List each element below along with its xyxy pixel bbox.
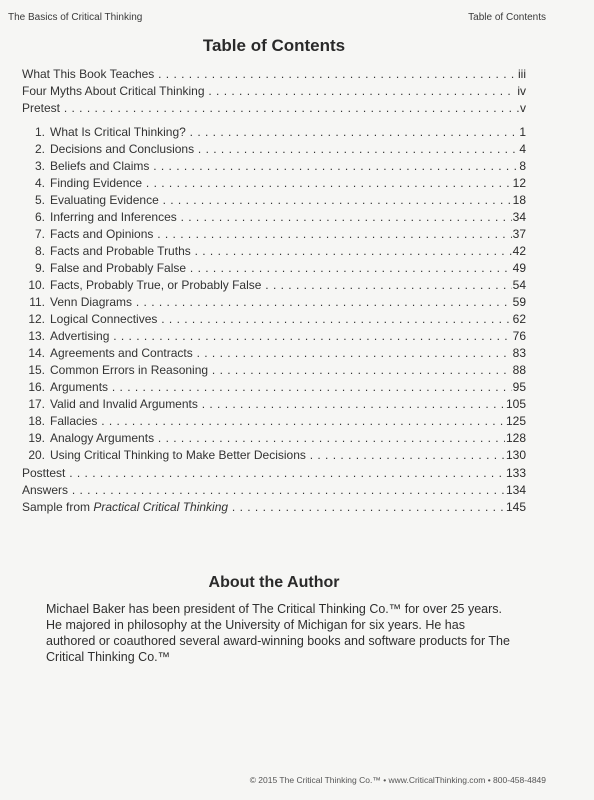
toc-entry-label: Sample from Practical Critical Thinking bbox=[22, 500, 229, 514]
toc-entry-page: 49 bbox=[512, 261, 526, 275]
toc-title: Table of Contents bbox=[202, 36, 346, 55]
toc-entry-page: 8 bbox=[519, 159, 526, 173]
toc-chapter-number: 20. bbox=[28, 448, 45, 462]
toc-entry-page: iv bbox=[517, 84, 526, 98]
toc-chapter-number: 19. bbox=[28, 431, 45, 445]
toc-entry-page: 59 bbox=[512, 295, 526, 309]
toc-entry-page: 130 bbox=[505, 448, 526, 462]
toc-entry bbox=[22, 83, 526, 100]
toc-entry-label: 12. Logical Connectives bbox=[22, 312, 157, 326]
toc-chapter-entry bbox=[22, 362, 526, 379]
toc-entry-label: 11. Venn Diagrams bbox=[22, 295, 132, 309]
toc-entry-page: 134 bbox=[505, 483, 526, 497]
toc-entry bbox=[22, 482, 526, 499]
toc-entry-label: 6. Inferring and Inferences bbox=[22, 210, 177, 224]
toc-chapter-number: 15. bbox=[28, 363, 45, 377]
toc-chapter-number: 1. bbox=[34, 125, 45, 139]
toc-entry-label: 9. False and Probably False bbox=[22, 261, 186, 275]
toc-chapter-entry bbox=[22, 328, 526, 345]
toc-entry-label: 18. Fallacies bbox=[22, 414, 97, 428]
toc-chapter-entry bbox=[22, 243, 526, 260]
toc-chapter-entry bbox=[22, 141, 526, 158]
toc-entry-label: 17. Valid and Invalid Arguments bbox=[22, 397, 198, 411]
toc-entry bbox=[22, 465, 526, 482]
toc-chapter-entry bbox=[22, 192, 526, 209]
toc-chapter-entry bbox=[22, 447, 526, 464]
toc-chapter-entry bbox=[22, 260, 526, 277]
toc-entry-label: 5. Evaluating Evidence bbox=[22, 193, 159, 207]
toc-entry-page: 12 bbox=[512, 176, 526, 190]
toc-entry-label: 8. Facts and Probable Truths bbox=[22, 244, 191, 258]
about-author-title: About the Author bbox=[208, 574, 340, 591]
toc-chapter-entry bbox=[22, 413, 526, 430]
toc-entry-page: v bbox=[520, 101, 526, 115]
toc-entry-page: 83 bbox=[512, 346, 526, 360]
toc-entry bbox=[22, 100, 526, 117]
toc-chapter-entry bbox=[22, 175, 526, 192]
toc-entry-page: 34 bbox=[512, 210, 526, 224]
toc-entry-label: 7. Facts and Opinions bbox=[22, 227, 153, 241]
toc-chapter-number: 8. bbox=[34, 244, 45, 258]
toc-chapter-number: 4. bbox=[34, 176, 45, 190]
toc-chapter-entry bbox=[22, 379, 526, 396]
toc-chapter-number: 18. bbox=[28, 414, 45, 428]
about-author-text: Michael Baker has been president of The Critical Thinking Co.™ for over 25 years. He majored in philosophy at the University of Michigan for six years. He has authored or coauthored several award-winning books and software products for The Critical Thinking Co.™ bbox=[46, 602, 510, 664]
toc-entry-page: 42 bbox=[512, 244, 526, 258]
toc-entry-page: 125 bbox=[505, 414, 526, 428]
toc-chapter-number: 5. bbox=[34, 193, 45, 207]
toc-chapter-entry bbox=[22, 124, 526, 141]
toc-chapter-entry bbox=[22, 396, 526, 413]
toc-entry-page: 62 bbox=[512, 312, 526, 326]
toc-chapter-number: 17. bbox=[28, 397, 45, 411]
toc-chapter-number: 7. bbox=[34, 227, 45, 241]
toc-entry-label: Answers bbox=[22, 483, 69, 497]
toc-chapter-number: 13. bbox=[28, 329, 45, 343]
running-header-section: Table of Contents bbox=[468, 12, 546, 23]
toc-entry-label: 10. Facts, Probably True, or Probably False bbox=[22, 278, 261, 292]
toc-entry bbox=[22, 499, 526, 516]
toc-entry-page: 76 bbox=[512, 329, 526, 343]
toc-chapter-number: 2. bbox=[34, 142, 45, 156]
toc-entry-page: 105 bbox=[505, 397, 526, 411]
toc-entry-page: 54 bbox=[512, 278, 526, 292]
toc-chapter-entry bbox=[22, 294, 526, 311]
toc-entry-label: 19. Analogy Arguments bbox=[22, 431, 154, 445]
toc-entry-label: 3. Beliefs and Claims bbox=[22, 159, 149, 173]
toc-entry-italic-title: Practical Critical Thinking bbox=[93, 500, 229, 514]
toc-entry-label: 20. Using Critical Thinking to Make Better Decisions bbox=[22, 448, 306, 462]
toc-chapter-entry bbox=[22, 430, 526, 447]
toc-entry-label: 15. Common Errors in Reasoning bbox=[22, 363, 208, 377]
toc-chapter-number: 3. bbox=[34, 159, 45, 173]
toc-chapter-number: 6. bbox=[34, 210, 45, 224]
toc-chapter-number: 9. bbox=[34, 261, 45, 275]
toc-entry bbox=[22, 66, 526, 83]
toc-chapter-number: 12. bbox=[28, 312, 45, 326]
toc-chapter-entry bbox=[22, 209, 526, 226]
toc-chapter-number: 11. bbox=[29, 295, 45, 309]
toc-entry-label: 16. Arguments bbox=[22, 380, 108, 394]
toc-chapter-number: 16. bbox=[28, 380, 45, 394]
toc-entry-page: 133 bbox=[505, 466, 526, 480]
page-footer: © 2015 The Critical Thinking Co.™ • www.CriticalThinking.com • 800-458-4849 bbox=[249, 775, 546, 785]
toc-chapter-entry bbox=[22, 311, 526, 328]
toc-entry-label: 14. Agreements and Contracts bbox=[22, 346, 193, 360]
toc-back-matter bbox=[22, 465, 526, 516]
toc-entry-label: Posttest bbox=[22, 466, 66, 480]
toc-chapter-entry bbox=[22, 277, 526, 294]
toc-chapter-entry bbox=[22, 345, 526, 362]
toc-chapter-number: 14. bbox=[28, 346, 45, 360]
toc-entry-label: 13. Advertising bbox=[22, 329, 109, 343]
toc-front-matter bbox=[22, 66, 526, 117]
toc-entry-page: 88 bbox=[512, 363, 526, 377]
toc-chapters bbox=[22, 124, 526, 464]
toc-chapter-number: 10. bbox=[28, 278, 45, 292]
toc-entry-label: 1. What Is Critical Thinking? bbox=[22, 125, 186, 139]
toc-entry-label: Pretest bbox=[22, 101, 61, 115]
toc-entry-page: 1 bbox=[519, 125, 526, 139]
toc-entry-label: 4. Finding Evidence bbox=[22, 176, 142, 190]
running-header-book-title: The Basics of Critical Thinking bbox=[8, 12, 143, 23]
toc-entry-page: 18 bbox=[512, 193, 526, 207]
toc-entry-page: 145 bbox=[505, 500, 526, 514]
toc-entry-label: What This Book Teaches bbox=[22, 67, 155, 81]
toc-entry-page: iii bbox=[518, 67, 526, 81]
toc-entry-page: 128 bbox=[505, 431, 526, 445]
toc-chapter-entry bbox=[22, 158, 526, 175]
toc-entry-page: 95 bbox=[512, 380, 526, 394]
toc-entry-page: 4 bbox=[519, 142, 526, 156]
toc-entry-label: Four Myths About Critical Thinking bbox=[22, 84, 205, 98]
toc-entry-label: 2. Decisions and Conclusions bbox=[22, 142, 194, 156]
toc-entry-page: 37 bbox=[512, 227, 526, 241]
toc-chapter-entry bbox=[22, 226, 526, 243]
